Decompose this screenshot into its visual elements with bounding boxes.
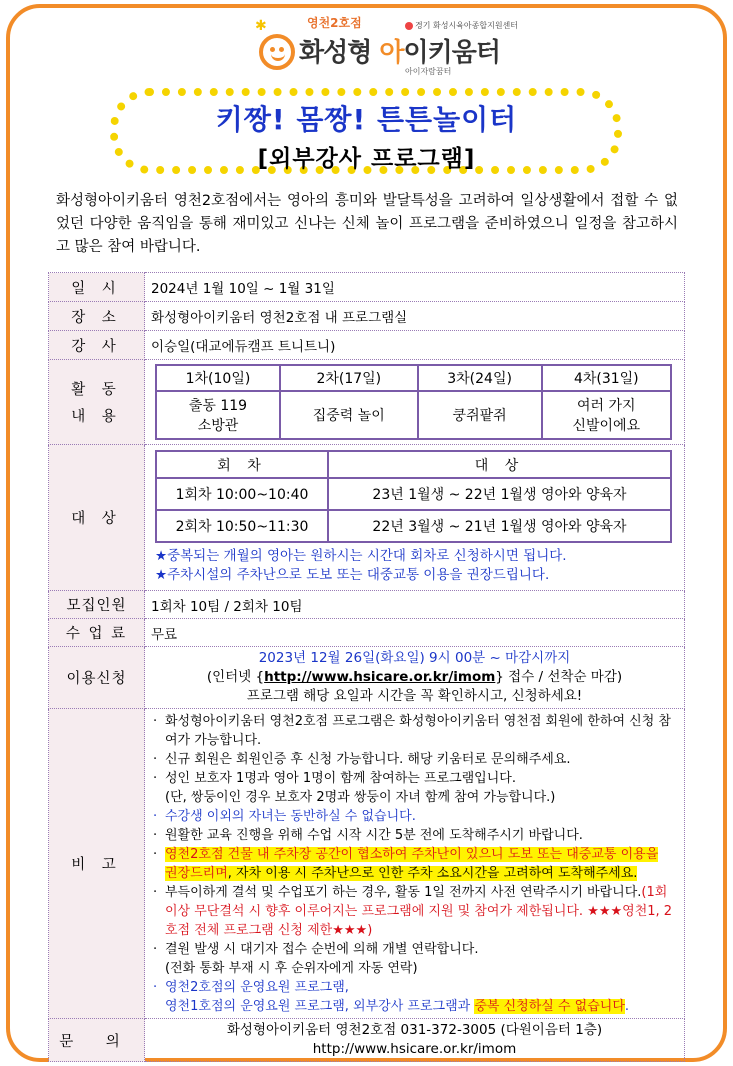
target-desc: 22년 3월생 ~ 21년 1월생 영아와 양육자 — [328, 510, 671, 542]
label-fee: 수 업 료 — [49, 619, 145, 647]
value-instructor: 이승일(대교에듀캠프 트니트니) — [145, 331, 685, 360]
org-mark-icon — [405, 22, 413, 30]
session-content: 출동 119 소방관 — [156, 391, 280, 439]
label-instructor: 강 사 — [49, 331, 145, 360]
page-title: 키짱! 몸짱! 튼튼놀이터 — [215, 103, 518, 136]
target-note-1: ★중복되는 개월의 영아는 원하시는 시간대 회차로 신청하시면 됩니다. — [155, 548, 567, 564]
session-head: 1차(10일) — [156, 365, 280, 391]
remark-item: · 영천2호점 건물 내 주차장 공간이 협소하여 주차난이 있으니 도보 또는 대중교통 이용을 권장드리며, 자차 이용 시 주차난으로 인한 주차 소요시간을 고려하여 도착해주세요. — [151, 845, 674, 883]
target-desc: 23년 1월생 ~ 22년 1월생 영아와 양육자 — [328, 478, 671, 510]
label-target: 대 상 — [49, 445, 145, 591]
remark-item: · 결원 발생 시 대기자 접수 순번에 의해 개별 연락합니다. (전화 통화 부재 시 후 순위자에게 자동 연락) — [151, 940, 674, 978]
target-time: 2회차 10:50~11:30 — [156, 510, 328, 542]
session-head: 3차(24일) — [418, 365, 542, 391]
remark-item: · 부득이하게 결석 및 수업포기 하는 경우, 활동 1일 전까지 사전 연락주시기 바랍니다.(1회 이상 무단결석 시 향후 이루어지는 프로그램에 지원 및 참여가 제한됩니다. ★★★영천1, 2호점 전체 프로그램 신청 제한★★★) — [151, 883, 674, 940]
remark-item: · 영천2호점의 운영요원 프로그램, 영천1호점의 운영요원 프로그램, 외부강사 프로그램과 중복 신청하실 수 없습니다. — [151, 978, 674, 1016]
info-table — [48, 272, 685, 1062]
remark-item: · 성인 보호자 1명과 영아 1명이 함께 참여하는 프로그램입니다. (단, 쌍둥이인 경우 보호자 2명과 쌍둥이 자녀 함께 참여 가능합니다.) — [151, 769, 674, 807]
target-head-target: 대 상 — [328, 451, 671, 478]
remark-item: · 원활한 교육 진행을 위해 수업 시작 시간 5분 전에 도착해주시기 바랍니다. — [151, 826, 674, 845]
smile-face-icon — [259, 34, 295, 70]
label-contact: 문 의 — [49, 1019, 145, 1062]
logo-name: 화성형 아이키움터 — [299, 38, 500, 68]
apply-method: (인터넷 {http://www.hsicare.or.kr/imom} 접수 / 선착순 마감) — [206, 669, 623, 685]
session-head: 4차(31일) — [542, 365, 671, 391]
label-capacity: 모집인원 — [49, 591, 145, 619]
star-icon: ✱ — [255, 18, 267, 34]
label-remarks: 비 고 — [49, 709, 145, 1019]
session-content: 집중력 놀이 — [280, 391, 418, 439]
value-place: 화성형아이키움터 영천2호점 내 프로그램실 — [145, 302, 685, 331]
target-time: 1회차 10:00~10:40 — [156, 478, 328, 510]
apply-link[interactable]: http://www.hsicare.or.kr/imom — [264, 669, 496, 685]
remark-item: · 수강생 이외의 자녀는 동반하실 수 없습니다. — [151, 807, 674, 826]
session-head: 2차(17일) — [280, 365, 418, 391]
logo-tagline: 아이자람꿈터 — [405, 67, 452, 76]
label-place: 장 소 — [49, 302, 145, 331]
target-table — [155, 450, 672, 543]
value-capacity: 1회차 10팀 / 2회차 10팀 — [145, 591, 685, 619]
session-content: 쿵쥐팥쥐 — [418, 391, 542, 439]
contact-info: 화성형아이키움터 영천2호점 031-372-3005 (다원이음터 1층) — [226, 1022, 603, 1038]
target-head-time: 회 차 — [156, 451, 328, 478]
apply-notice: 프로그램 해당 요일과 시간을 꼭 확인하시고, 신청하세요! — [246, 688, 583, 704]
page-subtitle: [외부강사 프로그램] — [257, 146, 476, 172]
remark-item: · 화성형아이키움터 영천2호점 프로그램은 화성형아이키움터 영천점 회원에 한하여 신청 참여가 가능합니다. — [151, 712, 674, 750]
value-date: 2024년 1월 10일 ~ 1월 31일 — [145, 273, 685, 302]
apply-period: 2023년 12월 26일(화요일) 9시 00분 ~ 마감시까지 — [258, 650, 571, 666]
contact-url[interactable]: http://www.hsicare.or.kr/imom — [312, 1041, 517, 1057]
label-activity: 활 동 내 용 — [49, 360, 145, 445]
remark-item: · 신규 회원은 회원인증 후 신청 가능합니다. 해당 키움터로 문의해주세요. — [151, 750, 674, 769]
value-fee: 무료 — [145, 619, 685, 647]
target-note-2: ★주차시설의 주차난으로 도보 또는 대중교통 이용을 권장드립니다. — [155, 567, 550, 583]
label-apply: 이용신청 — [49, 647, 145, 709]
session-content: 여러 가지 신발이에요 — [542, 391, 671, 439]
org-logo: 경기 화성시육아종합지원센터 — [405, 20, 518, 31]
intro-text: 화성형아이키움터 영천2호점에서는 영아의 흥미와 발달특성을 고려하여 일상생활에서 접할 수 없었던 다양한 움직임을 통해 재미있고 신나는 신체 놀이 프로그램을 준비하였으니 일정을 참고하시고 많은 참여 바랍니다. — [56, 193, 678, 255]
activity-table — [155, 364, 672, 440]
logo-branch: 영천2호점 — [307, 16, 362, 30]
label-date: 일 시 — [49, 273, 145, 302]
remarks-list — [151, 712, 674, 1016]
